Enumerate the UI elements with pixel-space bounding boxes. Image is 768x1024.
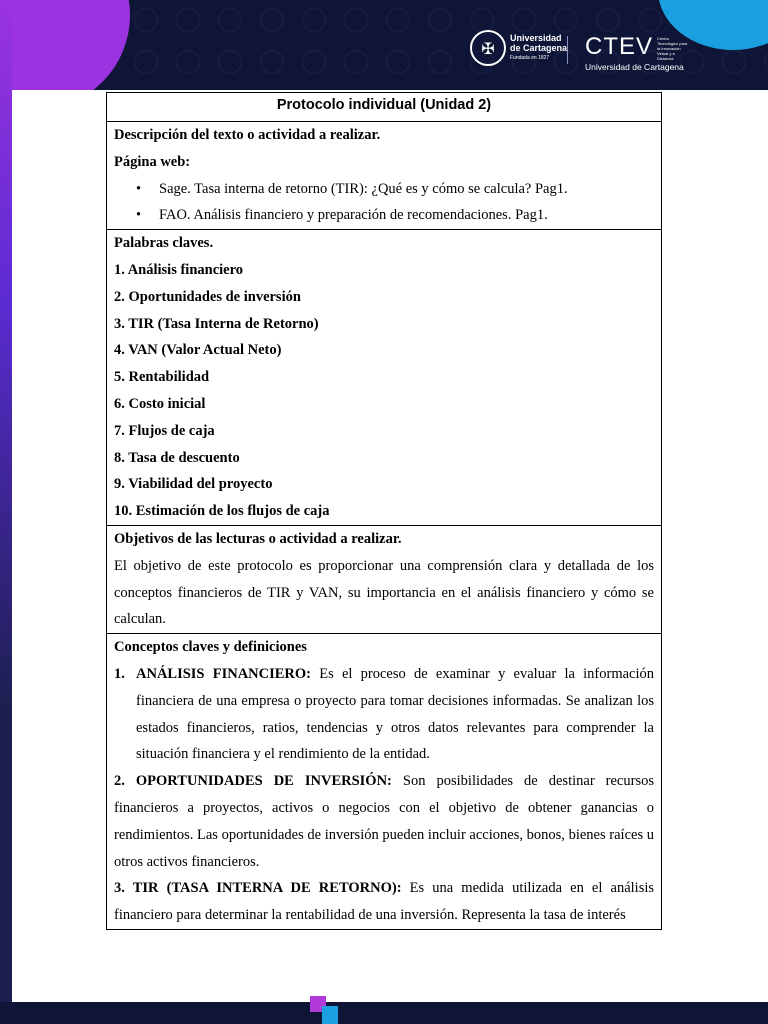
concepts-section xyxy=(107,634,662,930)
university-name-line1: Universidad xyxy=(510,33,562,43)
left-accent-strip xyxy=(0,0,12,1024)
keyword-item: 10. Estimación de los flujos de caja xyxy=(114,503,330,520)
concept-definition: Son posibilidades de destinar recursos financieros a proyectos, activos o negocios con el objetivo de obtener ganancias o rendimientos. Las oportunidades de inversión pueden incluir acciones, bonos, bienes raíces u otros activos financieros. xyxy=(114,773,654,870)
concept-item xyxy=(114,661,654,768)
keyword-item: 8. Tasa de descuento xyxy=(114,449,240,466)
keyword-item: 5. Rentabilidad xyxy=(114,369,210,386)
description-section xyxy=(107,122,662,230)
keyword-item: 6. Costo inicial xyxy=(114,395,206,412)
objectives-section xyxy=(107,525,662,633)
page-footer-band xyxy=(0,1002,768,1024)
source-item: • Sage. Tasa interna de retorno (TIR): ¿Qué es y cómo se calcula? Pag1. xyxy=(114,176,654,203)
keyword-item: 9. Viabilidad del proyecto xyxy=(114,476,273,493)
footer-blue-square xyxy=(322,1006,338,1024)
keyword-item: 7. Flujos de caja xyxy=(114,422,215,439)
concept-term: ANÁLISIS FINANCIERO: xyxy=(136,665,312,682)
university-name xyxy=(510,33,567,63)
objectives-text: El objetivo de este protocolo es proporcionar una comprensión clara y detallada de los conceptos financieros de TIR y VAN, su importancia en el análisis financiero y cómo se calculan. xyxy=(114,557,654,628)
concepts-heading: Conceptos claves y definiciones xyxy=(114,639,307,656)
page-header-banner xyxy=(0,0,768,92)
objectives-heading: Objetivos de las lecturas o actividad a realizar. xyxy=(114,530,402,547)
university-founded: Fundada en 1827 xyxy=(510,55,550,61)
university-name-line2: de Cartagena xyxy=(510,43,568,53)
keywords-section xyxy=(107,230,662,526)
keyword-item: 3. TIR (Tasa Interna de Retorno) xyxy=(114,315,319,332)
logo-divider xyxy=(567,36,568,64)
concept-item xyxy=(114,768,654,875)
universidad-cartagena-logo xyxy=(470,30,567,66)
concept-number: 1. xyxy=(114,665,125,682)
ctev-logo xyxy=(585,33,691,72)
ctev-name: CTEV xyxy=(585,33,654,60)
ctev-tagline: Centro Tecnológico para la Innovación Virtual y a Distancia xyxy=(657,36,688,61)
protocol-title: Protocolo individual (Unidad 2) xyxy=(107,93,662,122)
ctev-subtitle: Universidad de Cartagena xyxy=(585,62,684,72)
web-page-label: Página web: xyxy=(114,153,191,170)
concept-definition: Es el proceso de examinar y evaluar la información financiera de una empresa o proyecto para tomar decisiones informadas. Se analizan los estados financieros, ratios, tendencias y otros datos relevantes para comprender la situación financiera y el rendimiento de la entidad. xyxy=(136,665,654,763)
keyword-item: 2. Oportunidades de inversión xyxy=(114,288,301,305)
concept-term: 3. TIR (TASA INTERNA DE RETORNO): xyxy=(114,880,402,897)
keyword-item: 1. Análisis financiero xyxy=(114,261,244,278)
concept-definition: Es una medida utilizada en el análisis financiero para determinar la rentabilidad de una inversión. Representa la tasa de interés xyxy=(114,880,655,924)
keywords-heading: Palabras claves. xyxy=(114,235,214,252)
source-item: • FAO. Análisis financiero y preparación de recomendaciones. Pag1. xyxy=(114,202,654,229)
protocol-table xyxy=(106,92,662,930)
concept-term: 2. OPORTUNIDADES DE INVERSIÓN: xyxy=(114,773,392,790)
concept-item xyxy=(114,875,654,929)
university-seal-icon: ✠ xyxy=(470,30,506,66)
keyword-item: 4. VAN (Valor Actual Neto) xyxy=(114,342,282,359)
description-heading: Descripción del texto o actividad a realizar. xyxy=(114,127,381,143)
